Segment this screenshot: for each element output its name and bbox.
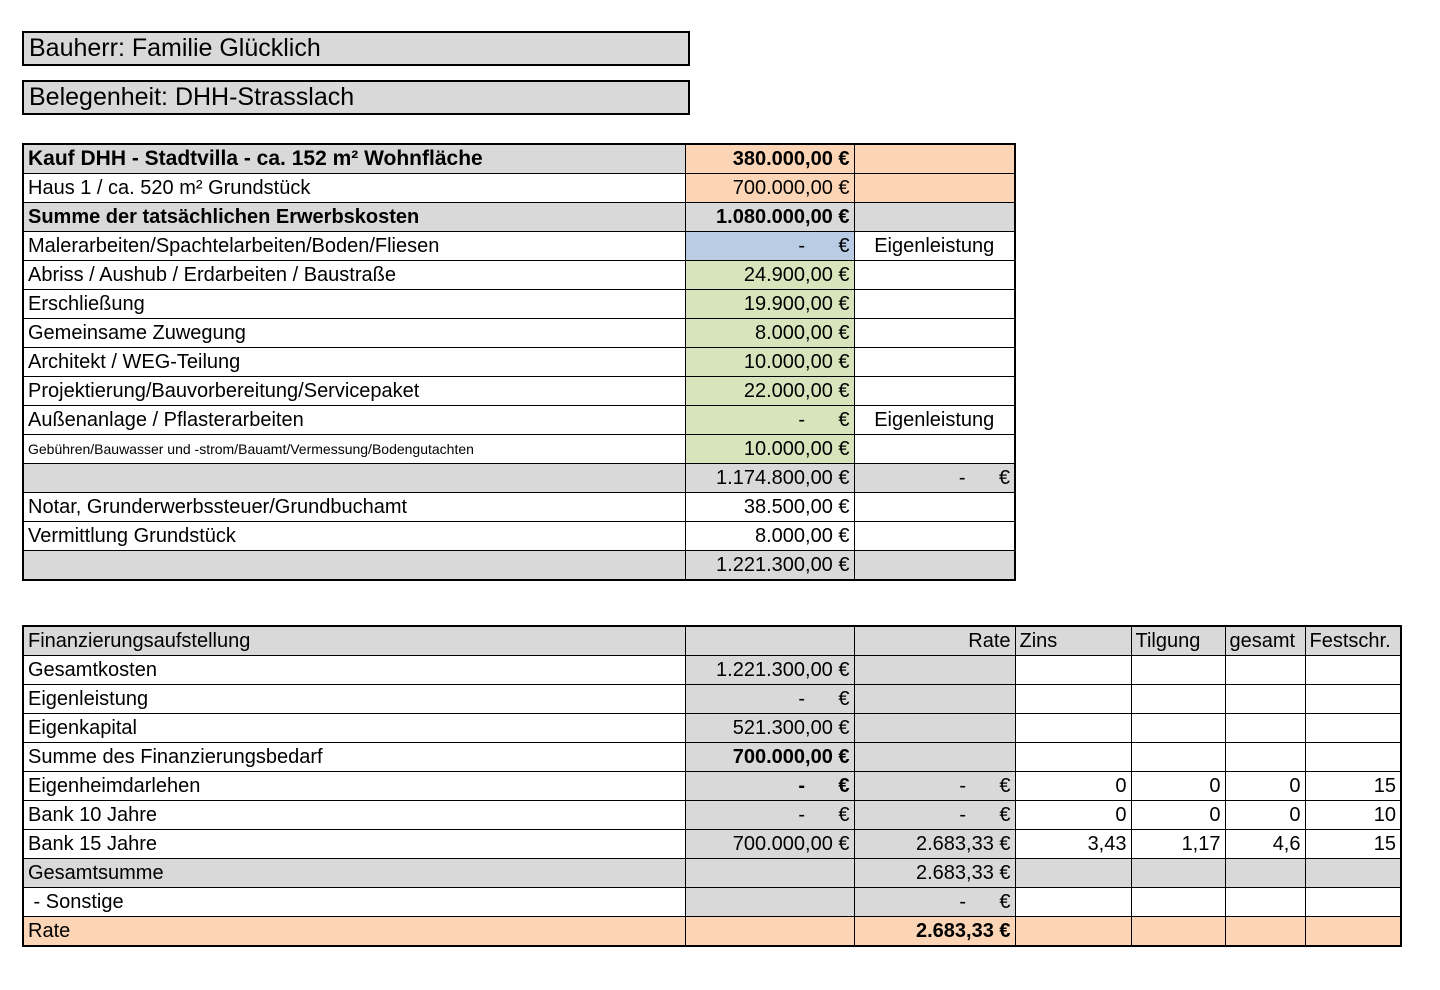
finance-tilgung <box>1131 685 1225 714</box>
cost-value: 8.000,00 € <box>685 522 854 551</box>
finance-header-festschr: Festschr. <box>1305 626 1401 656</box>
cost-note: Eigenleistung <box>854 406 1015 435</box>
table-row <box>23 888 1401 917</box>
finance-festschr <box>1305 743 1401 772</box>
table-row <box>23 377 1015 406</box>
finance-label: Eigenheimdarlehen <box>23 772 685 801</box>
finance-festschr <box>1305 888 1401 917</box>
table-row <box>23 319 1015 348</box>
finance-gesamt <box>1225 743 1305 772</box>
cost-value: 10.000,00 € <box>685 348 854 377</box>
finance-festschr <box>1305 859 1401 888</box>
finance-rate: - € <box>854 888 1015 917</box>
finance-gesamt <box>1225 685 1305 714</box>
table-row <box>23 917 1401 947</box>
finance-label: Gesamtkosten <box>23 656 685 685</box>
finance-festschr: 15 <box>1305 830 1401 859</box>
cost-value: 19.900,00 € <box>685 290 854 319</box>
finance-amount: - € <box>685 801 854 830</box>
finance-gesamt: 0 <box>1225 801 1305 830</box>
finance-label: Bank 15 Jahre <box>23 830 685 859</box>
finance-zins <box>1015 743 1131 772</box>
finance-title: Finanzierungsaufstellung <box>23 626 685 656</box>
finance-amount: 700.000,00 € <box>685 743 854 772</box>
finance-header-amount <box>685 626 854 656</box>
finance-tilgung: 0 <box>1131 801 1225 830</box>
finance-zins <box>1015 859 1131 888</box>
table-row <box>23 144 1015 174</box>
finance-label: Bank 10 Jahre <box>23 801 685 830</box>
finance-rate <box>854 714 1015 743</box>
finance-tilgung <box>1131 743 1225 772</box>
finance-zins <box>1015 888 1131 917</box>
cost-note <box>854 319 1015 348</box>
finance-gesamt <box>1225 888 1305 917</box>
finance-gesamt <box>1225 917 1305 947</box>
finance-gesamt <box>1225 859 1305 888</box>
cost-label <box>23 464 685 493</box>
finance-header-rate: Rate <box>854 626 1015 656</box>
finance-rate: 2.683,33 € <box>854 859 1015 888</box>
finance-label: Eigenkapital <box>23 714 685 743</box>
finance-tilgung <box>1131 888 1225 917</box>
finance-zins <box>1015 656 1131 685</box>
cost-note: - € <box>854 464 1015 493</box>
table-row <box>23 859 1401 888</box>
finance-label: - Sonstige <box>23 888 685 917</box>
cost-value: - € <box>685 406 854 435</box>
cost-note <box>854 144 1015 174</box>
finance-label: Gesamtsumme <box>23 859 685 888</box>
finance-festschr <box>1305 917 1401 947</box>
cost-note <box>854 290 1015 319</box>
cost-note <box>854 174 1015 203</box>
table-row <box>23 493 1015 522</box>
cost-note <box>854 348 1015 377</box>
cost-note <box>854 551 1015 581</box>
cost-label: Malerarbeiten/Spachtelarbeiten/Boden/Fliesen <box>23 232 685 261</box>
finance-label: Eigenleistung <box>23 685 685 714</box>
finance-header-tilgung: Tilgung <box>1131 626 1225 656</box>
finance-rate: 2.683,33 € <box>854 917 1015 947</box>
finance-zins <box>1015 714 1131 743</box>
cost-label: Architekt / WEG-Teilung <box>23 348 685 377</box>
table-row <box>23 232 1015 261</box>
table-row <box>23 551 1015 581</box>
cost-label: Summe der tatsächlichen Erwerbskosten <box>23 203 685 232</box>
cost-label: Vermittlung Grundstück <box>23 522 685 551</box>
finance-gesamt <box>1225 656 1305 685</box>
table-row <box>23 656 1401 685</box>
table-row <box>23 348 1015 377</box>
table-row <box>23 174 1015 203</box>
finance-zins: 3,43 <box>1015 830 1131 859</box>
finance-rate: - € <box>854 772 1015 801</box>
table-row <box>23 464 1015 493</box>
finance-rate: 2.683,33 € <box>854 830 1015 859</box>
finance-tilgung: 1,17 <box>1131 830 1225 859</box>
finance-gesamt: 0 <box>1225 772 1305 801</box>
table-row <box>23 203 1015 232</box>
finance-zins <box>1015 917 1131 947</box>
finance-festschr <box>1305 714 1401 743</box>
finance-amount: 700.000,00 € <box>685 830 854 859</box>
finance-rate <box>854 743 1015 772</box>
table-row <box>23 685 1401 714</box>
finance-tilgung: 0 <box>1131 772 1225 801</box>
cost-label: Erschließung <box>23 290 685 319</box>
finance-festschr: 15 <box>1305 772 1401 801</box>
finance-amount <box>685 917 854 947</box>
finance-rate <box>854 685 1015 714</box>
finance-amount <box>685 859 854 888</box>
cost-label: Haus 1 / ca. 520 m² Grundstück <box>23 174 685 203</box>
cost-value: 8.000,00 € <box>685 319 854 348</box>
cost-label: Abriss / Aushub / Erdarbeiten / Baustraße <box>23 261 685 290</box>
finance-zins: 0 <box>1015 801 1131 830</box>
cost-value: 38.500,00 € <box>685 493 854 522</box>
cost-label: Außenanlage / Pflasterarbeiten <box>23 406 685 435</box>
cost-value: 10.000,00 € <box>685 435 854 464</box>
finance-rate: - € <box>854 801 1015 830</box>
cost-note: Eigenleistung <box>854 232 1015 261</box>
finance-amount: - € <box>685 772 854 801</box>
finance-tilgung <box>1131 656 1225 685</box>
cost-value: 700.000,00 € <box>685 174 854 203</box>
cost-label: Kauf DHH - Stadtvilla - ca. 152 m² Wohnfläche <box>23 144 685 174</box>
finance-tilgung <box>1131 714 1225 743</box>
table-row <box>23 830 1401 859</box>
belegenheit-label: Belegenheit: DHH-Strasslach <box>22 80 690 115</box>
table-row <box>23 522 1015 551</box>
finance-zins: 0 <box>1015 772 1131 801</box>
cost-table <box>22 143 1016 581</box>
cost-value: 1.221.300,00 € <box>685 551 854 581</box>
finance-label: Summe des Finanzierungsbedarf <box>23 743 685 772</box>
cost-label: Notar, Grunderwerbssteuer/Grundbuchamt <box>23 493 685 522</box>
finance-amount: - € <box>685 685 854 714</box>
finance-header-zins: Zins <box>1015 626 1131 656</box>
cost-value: - € <box>685 232 854 261</box>
cost-label: Gebühren/Bauwasser und -strom/Bauamt/Vermessung/Bodengutachten <box>23 435 685 464</box>
cost-value: 24.900,00 € <box>685 261 854 290</box>
finance-header-row <box>23 626 1401 656</box>
finance-gesamt <box>1225 714 1305 743</box>
finance-gesamt: 4,6 <box>1225 830 1305 859</box>
table-row <box>23 801 1401 830</box>
finance-festschr <box>1305 656 1401 685</box>
cost-note <box>854 435 1015 464</box>
bauherr-label: Bauherr: Familie Glücklich <box>22 31 690 66</box>
cost-label: Gemeinsame Zuwegung <box>23 319 685 348</box>
finance-header-gesamt: gesamt <box>1225 626 1305 656</box>
cost-note <box>854 203 1015 232</box>
finance-tilgung <box>1131 917 1225 947</box>
finance-rate <box>854 656 1015 685</box>
table-row <box>23 714 1401 743</box>
cost-value: 1.174.800,00 € <box>685 464 854 493</box>
cost-value: 1.080.000,00 € <box>685 203 854 232</box>
cost-note <box>854 522 1015 551</box>
cost-value: 22.000,00 € <box>685 377 854 406</box>
finance-tilgung <box>1131 859 1225 888</box>
cost-note <box>854 377 1015 406</box>
table-row <box>23 290 1015 319</box>
finance-label: Rate <box>23 917 685 947</box>
cost-note <box>854 261 1015 290</box>
finance-zins <box>1015 685 1131 714</box>
table-row <box>23 772 1401 801</box>
cost-label: Projektierung/Bauvorbereitung/Servicepaket <box>23 377 685 406</box>
cost-note <box>854 493 1015 522</box>
table-row <box>23 743 1401 772</box>
finance-amount <box>685 888 854 917</box>
table-row <box>23 261 1015 290</box>
table-row <box>23 406 1015 435</box>
table-row <box>23 435 1015 464</box>
cost-value: 380.000,00 € <box>685 144 854 174</box>
finance-table <box>22 625 1402 947</box>
finance-amount: 521.300,00 € <box>685 714 854 743</box>
finance-festschr: 10 <box>1305 801 1401 830</box>
cost-label <box>23 551 685 581</box>
finance-amount: 1.221.300,00 € <box>685 656 854 685</box>
finance-festschr <box>1305 685 1401 714</box>
